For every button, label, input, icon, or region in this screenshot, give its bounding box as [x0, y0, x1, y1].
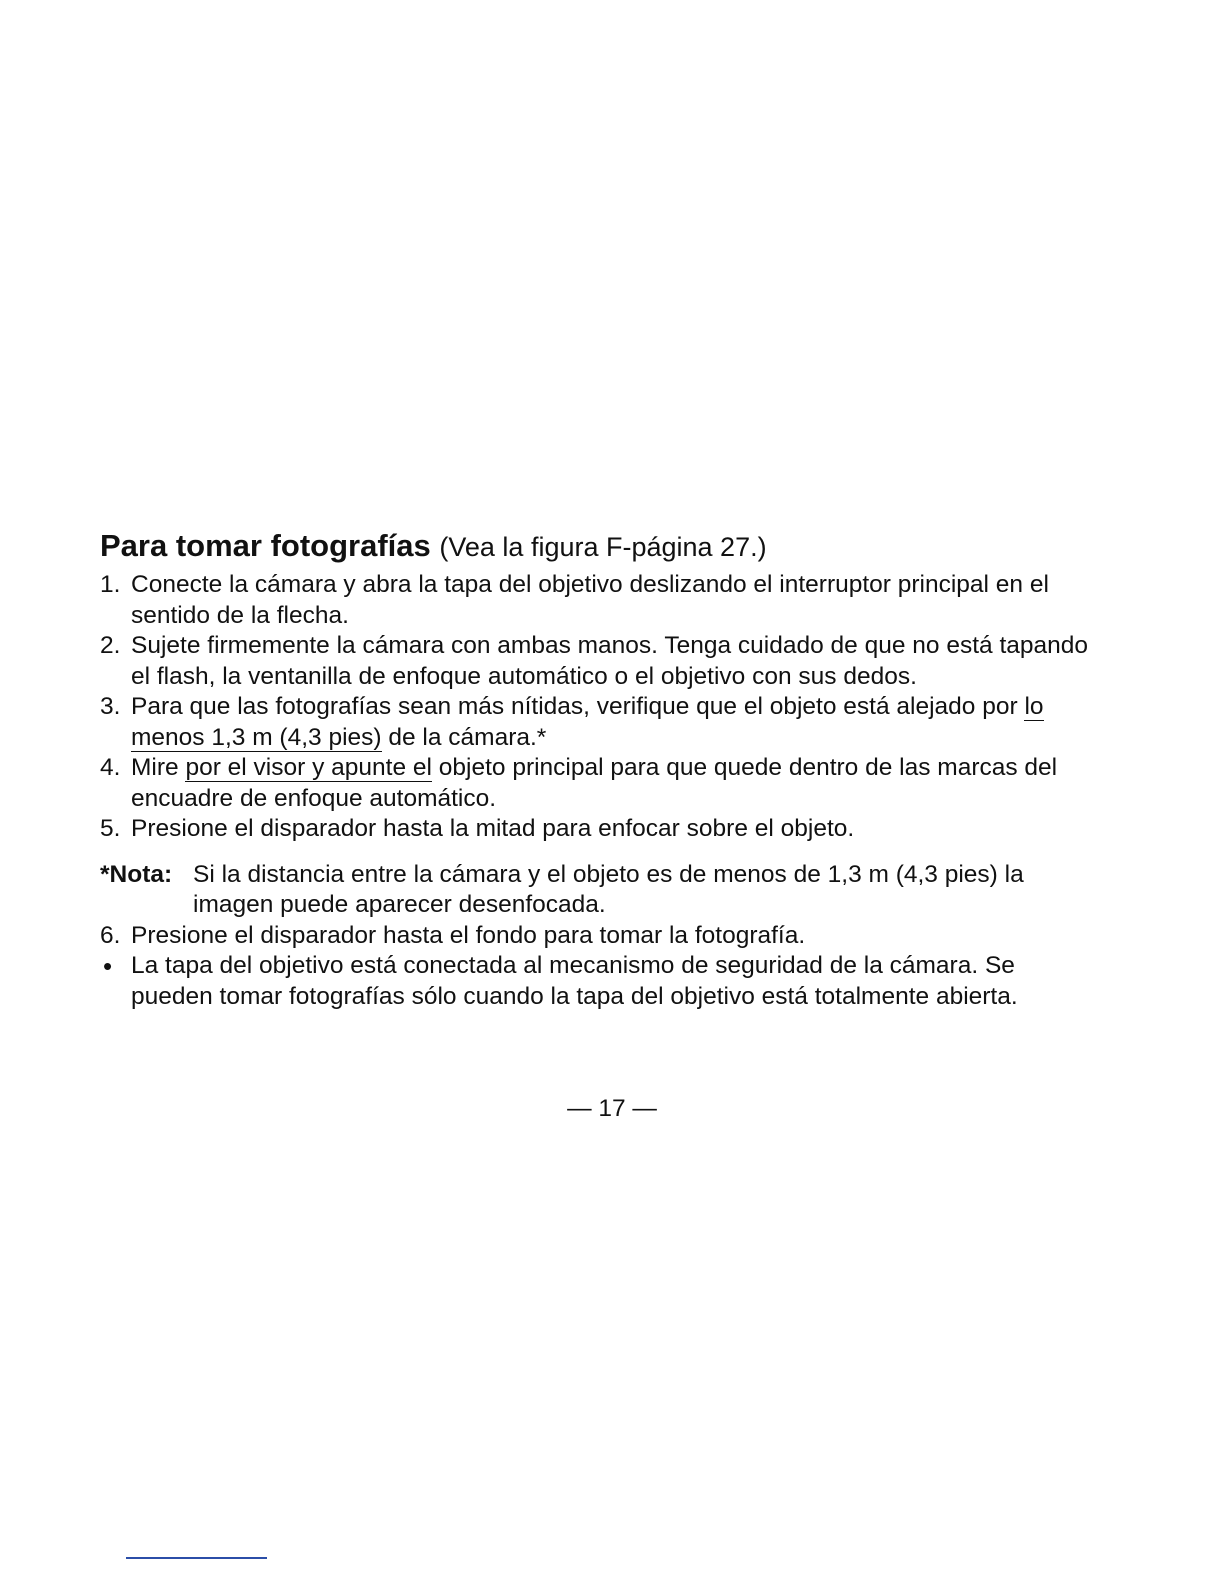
step-text: Conecte la cámara y abra la tapa del objetivo deslizando el interruptor principal en el sentido de la flecha.	[131, 571, 1049, 629]
step-text-underlined: lo menos 1,3 m (4,3 pies)	[131, 693, 1044, 751]
step-text: Sujete firmemente la cámara con ambas manos. Tenga cuidado de que no está tapando el flash, la ventanilla de enfoque automático o el objetivo con sus dedos.	[131, 632, 1089, 690]
step-number: 6.	[100, 921, 121, 949]
step-text: Presione el disparador hasta la mitad para enfocar sobre el objeto.	[131, 815, 855, 842]
step-text: Para que las fotografías sean más nítidas, verifique que el objeto está alejado por	[131, 693, 1025, 720]
step-4	[100, 753, 1100, 814]
bullet-icon: •	[103, 951, 113, 981]
heading-figure-reference: (Vea la figura F-página 27.)	[439, 532, 767, 562]
step-6	[100, 921, 1100, 952]
step-number: 2.	[100, 632, 121, 659]
note-block	[100, 860, 1100, 921]
note-text: Si la distancia entre la cámara y el objeto es de menos de 1,3 m (4,3 pies) la imagen puede aparecer desenfocada.	[193, 860, 1024, 918]
bullet-text: La tapa del objetivo está conectada al mecanismo de seguridad de la cámara. Se pueden tomar fotografías sólo cuando la tapa del objetivo está totalmente abierta.	[131, 952, 1018, 1010]
step-text: Mire	[131, 754, 186, 781]
footer-divider	[126, 1557, 267, 1559]
page-number: — 17 —	[567, 1095, 657, 1122]
step-number: 5.	[100, 815, 121, 842]
bullet-item	[100, 951, 1100, 1012]
step-1	[100, 570, 1100, 631]
step-number: 4.	[100, 754, 121, 781]
step-5	[100, 814, 1100, 845]
step-2	[100, 631, 1100, 692]
step-3	[100, 692, 1100, 753]
step-number: 3.	[100, 693, 121, 720]
step-text: de la cámara.*	[381, 723, 547, 751]
section-heading	[100, 526, 1100, 567]
step-text: Presione el disparador hasta el fondo para tomar la fotografía.	[131, 921, 806, 949]
instructions-section	[100, 526, 1100, 1012]
step-number: 1.	[100, 571, 121, 598]
step-text: objeto principal para que quede dentro de las marcas del encuadre de enfoque automático.	[131, 754, 1058, 812]
heading-title: Para tomar fotografías	[100, 528, 431, 563]
note-label: *Nota:	[100, 860, 173, 888]
step-text-underlined: por el visor y apunte el	[185, 754, 432, 781]
